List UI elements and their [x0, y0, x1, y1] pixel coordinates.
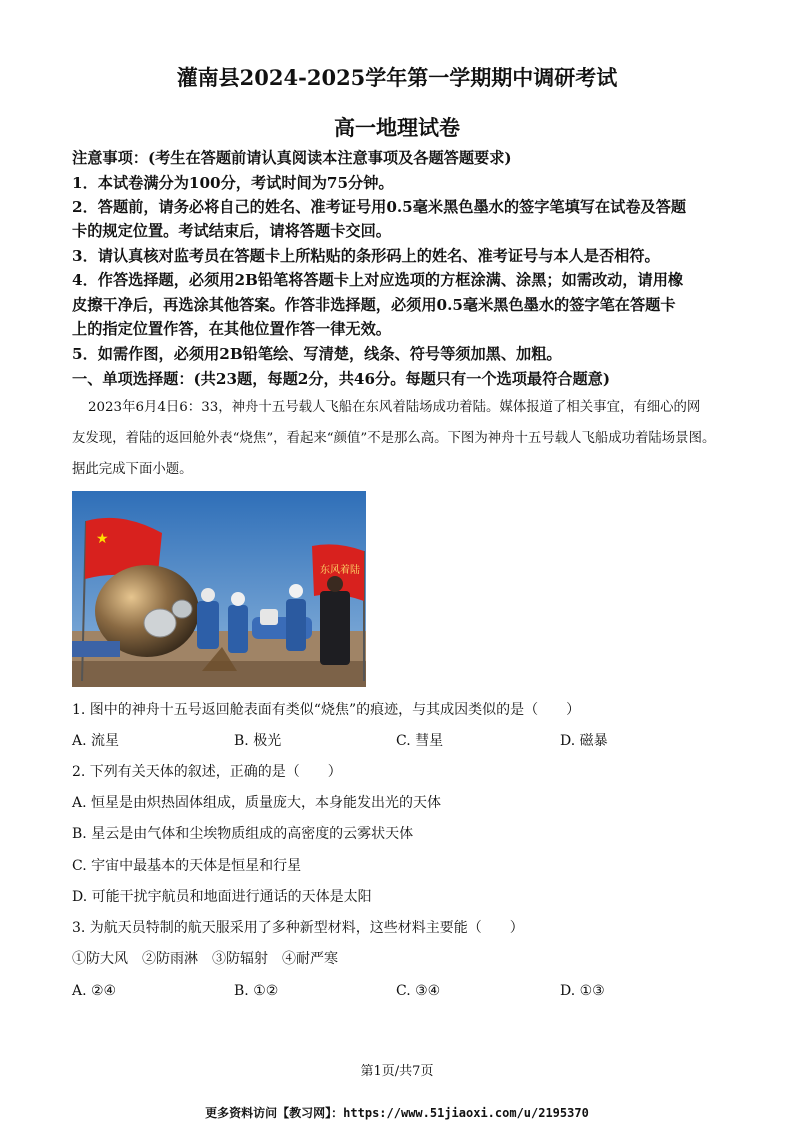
notice-item-5: 5．如需作图，必须用2B铅笔绘、写清楚，线条、符号等须加黑、加粗。 — [72, 345, 562, 363]
question-1-stem: 1. 图中的神舟十五号返回舱表面有类似“烧焦”的痕迹，与其成因类似的是（ ） — [72, 702, 581, 718]
notice-item-1: 1．本试卷满分为100分，考试时间为75分钟。 — [72, 174, 394, 192]
flag-stars: ★ — [96, 531, 109, 547]
question-2-option-a[interactable]: A. 恒星是由炽热固体组成，质量庞大，本身能发出光的天体 — [72, 795, 442, 811]
question-3-option-d[interactable]: D. ①③ — [560, 983, 605, 999]
question-2-option-c[interactable]: C. 宇宙中最基本的天体是恒星和行星 — [72, 858, 302, 874]
notice-item-2-line-2: 卡的规定位置。考试结束后，请将答题卡交回。 — [72, 222, 391, 240]
question-1-option-a[interactable]: A. 流星 — [72, 733, 120, 749]
question-1-option-b[interactable]: B. 极光 — [234, 733, 282, 749]
question-2-option-b[interactable]: B. 星云是由气体和尘埃物质组成的高密度的云雾状天体 — [72, 826, 414, 842]
landing-photo — [72, 491, 366, 687]
question-2-option-d[interactable]: D. 可能干扰宇航员和地面进行通话的天体是太阳 — [72, 889, 372, 905]
notice-item-4-line-3: 上的指定位置作答，在其他位置作答一律无效。 — [72, 320, 391, 338]
landing-scene-illustration — [72, 491, 366, 687]
page-subtitle: 高一地理试卷 — [334, 115, 460, 140]
page-number: 第1页/共7页 — [360, 1064, 434, 1079]
question-3-option-a[interactable]: A. ②④ — [72, 983, 117, 999]
notice-item-2-line-1: 2．答题前，请务必将自己的姓名、准考证号用0.5毫米黑色墨水的签字笔填写在试卷及答题 — [72, 198, 687, 216]
banner-text: 东风着陆 — [320, 565, 360, 576]
resource-link[interactable]: 更多资料访问【教习网】：https://www.51jiaoxi.com/u/2195370 — [205, 1106, 589, 1120]
section-heading: 一、单项选择题：(共23题，每题2分，共46分。每题只有一个选项最符合题意) — [72, 370, 611, 388]
question-1-option-d[interactable]: D. 磁暴 — [560, 733, 608, 749]
notice-item-3: 3．请认真核对监考员在答题卡上所粘贴的条形码上的姓名、准考证号与本人是否相符。 — [72, 247, 660, 265]
notice-heading: 注意事项：(考生在答题前请认真阅读本注意事项及各题答题要求) — [72, 149, 512, 167]
question-3-stem: 3. 为航天员特制的航天服采用了多种新型材料，这些材料主要能（ ） — [72, 920, 524, 936]
intro-line-2: 友发现，着陆的返回舱外表“烧焦”，看起来“颜值”不是那么高。下图为神舟十五号载人飞船成功着陆场景图。 — [72, 431, 716, 446]
question-3-option-c[interactable]: C. ③④ — [396, 983, 441, 999]
notice-item-4-line-1: 4．作答选择题，必须用2B铅笔将答题卡上对应选项的方框涂满、涂黑；如需改动，请用橡 — [72, 271, 684, 289]
intro-line-1: 2023年6月4日6：33，神舟十五号载人飞船在东风着陆场成功着陆。媒体报道了相关事宜，有细心的网 — [88, 400, 701, 415]
question-3-choices: ①防大风 ②防雨淋 ③防辐射 ④耐严寒 — [72, 951, 338, 967]
question-3-option-b[interactable]: B. ①② — [234, 983, 279, 999]
notice-item-4-line-2: 皮擦干净后，再选涂其他答案。作答非选择题，必须用0.5毫米黑色墨水的签字笔在答题卡 — [72, 296, 676, 314]
intro-line-3: 据此完成下面小题。 — [72, 462, 193, 477]
question-2-stem: 2. 下列有关天体的叙述，正确的是（ ） — [72, 764, 342, 780]
page-title: 灌南县2024-2025学年第一学期期中调研考试 — [176, 65, 618, 90]
question-1-option-c[interactable]: C. 彗星 — [396, 733, 444, 749]
